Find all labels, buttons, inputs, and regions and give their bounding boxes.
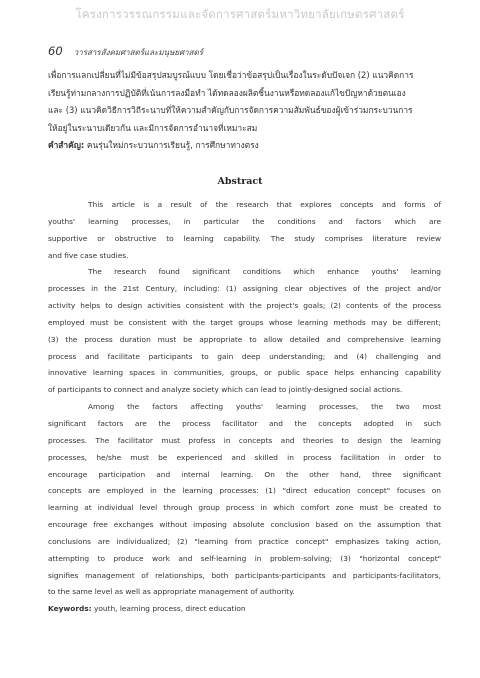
abstract-line: conclusions are individualized; (2) "learning from practice concept" emphasizes taking action, [48,536,441,546]
abstract-line: encourage free exchanges without imposing absolute conclusion based on the assumption that [48,520,441,530]
abstract-line: processes. The facilitator must profess in concepts and theories to design the learning [48,435,441,445]
thai-keywords-label: คำสำคัญ: [48,140,85,150]
abstract-line: learning at individual level through group process in which comfort zone must be created to [48,503,441,513]
abstract-heading: Abstract [217,176,263,187]
abstract-line: encourage participation and internal learning. On the other hand, three significant [48,469,441,479]
thai-keywords-text: คนรุ่นใหม่กระบวนการเรียนรู้, การศึกษาทางตรง [84,140,259,150]
abstract-line: Among the factors affecting youths' learning processes, the two most [88,402,441,412]
abstract-line: processes in the 21st Century, including: (1) assigning clear objectives of the project and/or [48,284,441,294]
abstract-line: This article is a result of the research that explores concepts and forms of [88,200,441,209]
keywords-label: Keywords: [48,604,92,614]
abstract-line: concepts are employed in the learning processes: (1) "direct education concept" focuses on [48,486,441,496]
abstract-line: supportive or obstructive to learning capability. The study comprises literature review [48,233,441,243]
running-head [48,40,203,59]
abstract-line: (3) the process duration must be appropriate to allow detailed and comprehensive learning [48,334,441,344]
abstract-line: activity helps to design activities consistent with the project's goals; (2) contents of the process [48,301,441,311]
thai-line: และ (3) แนวคิดวิธีการวิถีระนาบที่ให้ความสำคัญกับการจัดการความสัมพันธ์ของผู้เข้าร่วมกระบวนการ [48,105,413,115]
abstract-line: significant factors are the process facilitator and the concepts adopted in such [48,418,441,428]
abstract-line: processes, he/she must be experienced and skilled in process facilitation in order to [48,452,441,462]
abstract-line: employed must be consistent with the target groups whose learning methods may be different; [48,317,441,327]
abstract-line: The research found significant conditions which enhance youths' learning [88,267,441,277]
abstract-line: innovative learning spaces in communities, groups, or public space helps enhancing capability [48,368,441,378]
thai-line: ให้อยู่ในระนาบเดียวกัน และมีการจัดการอำนาจที่เหมาะสม [48,122,258,133]
english-abstract [48,197,441,618]
journal-title: วารสารสังคมศาสตร์และมนุษยศาสตร์ [73,48,204,57]
thai-line: เรียนรู้ท่ามกลางการปฏิบัติที่เน้นการลงมือทำ ได้ทดลองผลิตชิ้นงานหรือทดลองแก้ไขปัญหาด้วยตนเอง [48,87,406,98]
abstract-line: and five case studies. [48,250,129,260]
thai-keywords [48,137,443,155]
abstract-line: youths' learning processes, in particular the conditions and factors which are [48,216,441,226]
abstract-keywords [48,601,441,618]
page-number: 60 [48,44,63,58]
header-watermark: โครงการวรรณกรรมและจัดการศาสตร์มหาวิทยาลัยเกษตรศาสตร์ [75,7,405,21]
thai-line: เพื่อการแลกเปลี่ยนที่ไม่มีข้อสรุปสมบูรณ์แบบ โดยเชื่อว่าข้อสรุปเป็นเรื่องในระดับปัจเจก (2) แนวคิดการ [48,70,414,80]
keywords-text: youth, learning process, direct education [91,604,246,614]
abstract-line: attempting to produce work and self-learning in problem-solving; (3) "horizontal concept" [48,553,441,563]
abstract-line: signifies management of relationships, both participants-participants and participants-facilitators, [48,570,441,580]
abstract-line: to the same level as well as appropriate management of authority. [48,587,295,597]
thai-abstract [48,67,443,155]
abstract-line: process and facilitate participants to gain deep understanding; and (4) challenging and [48,351,441,361]
abstract-line: of participants to connect and analyze society which can lead to jointly-designed social actions. [48,385,403,395]
